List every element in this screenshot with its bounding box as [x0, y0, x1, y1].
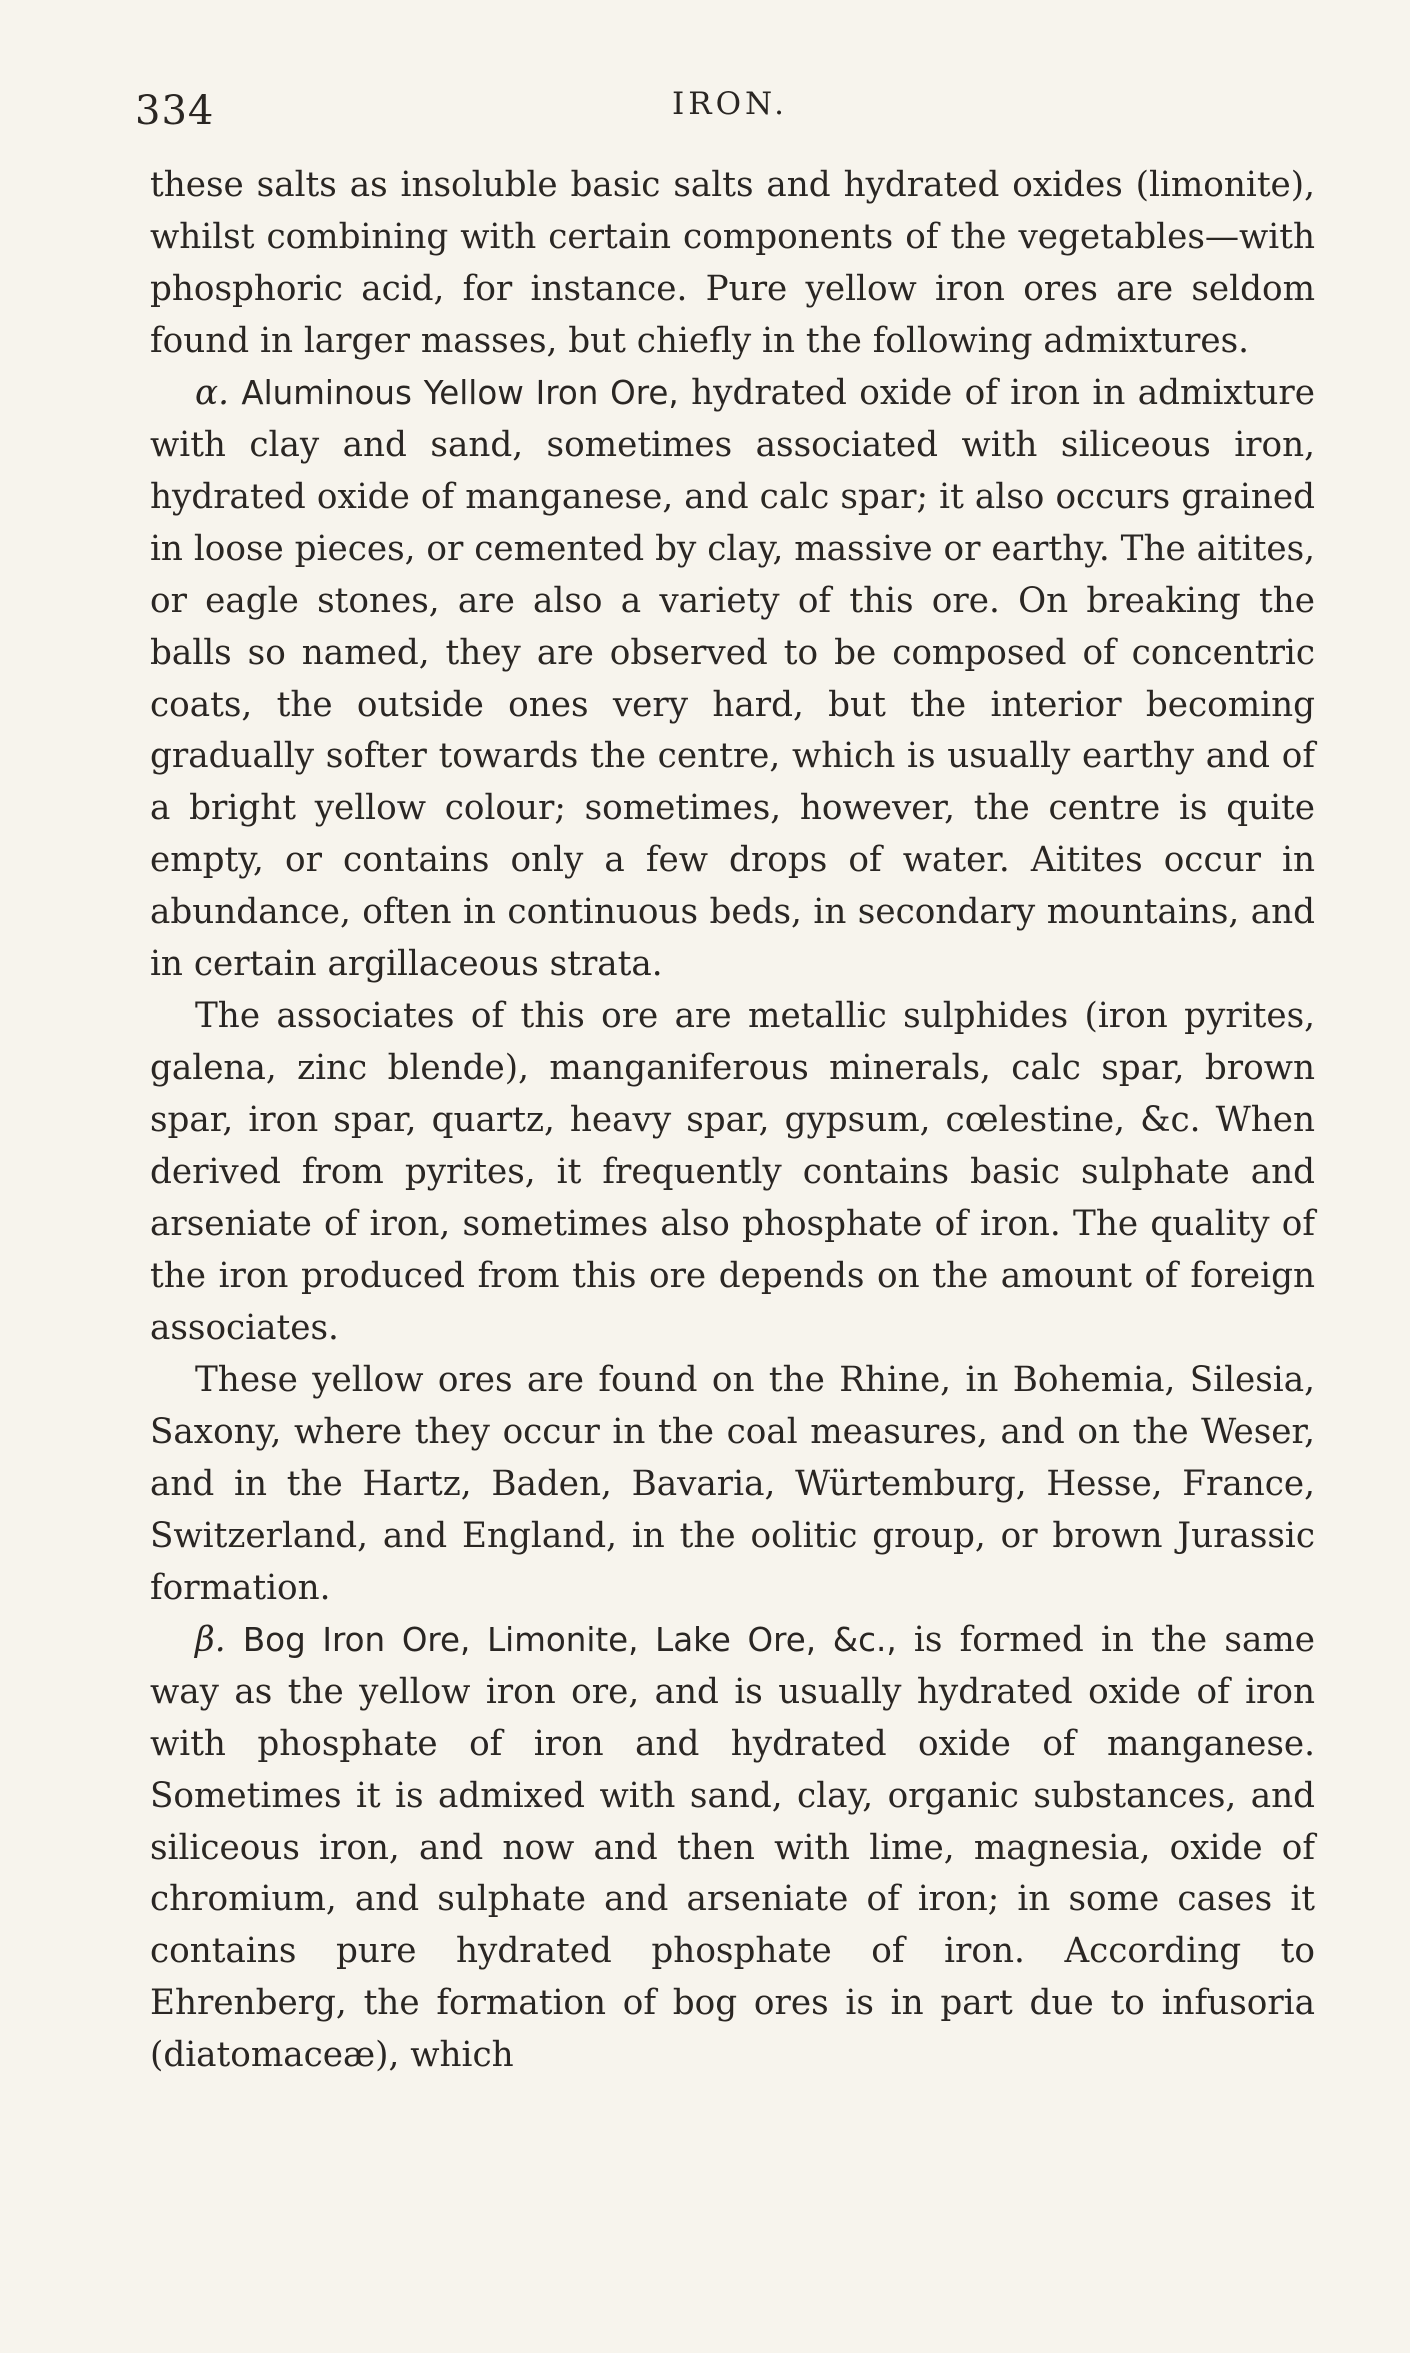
- paragraph-bog-ore: [150, 1615, 1315, 2083]
- page-header: [0, 78, 1410, 138]
- page-body: [150, 160, 1315, 2082]
- paragraph-associates: [150, 991, 1315, 1355]
- paragraph-text: these salts as insoluble basic salts and hydrated oxides (limonite), whilst combining with certain components of the vegetables—with phosphoric acid, for instance. Pure yellow iron ores are seldom found in larger masses, but chiefly in the following admixtures.: [150, 165, 1315, 361]
- paragraph-intro: [150, 160, 1315, 368]
- paragraph-text: The associates of this ore are metallic sulphides (iron pyrites, galena, zinc blende), manganiferous minerals, calc spar, brown spar, iron spar, quartz, heavy spar, gypsum, cœlestine, &c. When derived from pyrites, it frequently contains basic sulphate and arseniate of iron, sometimes also phosphate of iron. The quality of the iron produced from this ore depends on the amount of foreign associates.: [150, 996, 1315, 1348]
- ore-heading-aluminous: Aluminous Yellow Iron Ore,: [241, 373, 679, 412]
- paragraph-text: hydrated oxide of iron in admixture with clay and sand, sometimes associated with siliceous iron, hydrated oxide of manganese, and calc spar; it also occurs grained in loose pieces, or cemented by clay, massive or earthy. The aitites, or eagle stones, are also a variety of this ore. On breaking the balls so named, they are observed to be composed of concentric coats, the outside ones very hard, but the interior becoming gradually softer towards the centre, which is usually earthy and of a bright yellow colour; sometimes, however, the centre is quite empty, or contains only a few drops of water. Aitites occur in abundance, often in continuous beds, in secondary mountains, and in certain argillaceous strata.: [150, 372, 1315, 985]
- paragraph-aluminous-ore: [150, 368, 1315, 991]
- paragraph-text: These yellow ores are found on the Rhine, in Bohemia, Silesia, Saxony, where they occur in the coal measures, and on the Weser, and in the Hartz, Baden, Bavaria, Würtemburg, Hesse, France, Switzerland, and England, in the oolitic group, or brown Jurassic formation.: [150, 1359, 1315, 1608]
- section-marker-beta: β.: [195, 1619, 226, 1660]
- section-marker-alpha: α.: [195, 372, 229, 413]
- page-number: 334: [135, 88, 215, 134]
- running-head: IRON.: [672, 86, 788, 122]
- paragraph-text: is formed in the same way as the yellow iron ore, and is usually hydrated oxide of iron with phosphate of iron and hydrated oxide of manganese. Sometimes it is admixed with sand, clay, organic substances, and siliceous iron, and now and then with lime, magnesia, oxide of chromium, and sulphate and arseniate of iron; in some cases it contains pure hydrated phosphate of iron. According to Ehrenberg, the formation of bog ores is in part due to infusoria (diatomaceæ), which: [150, 1619, 1315, 2076]
- paragraph-localities: [150, 1355, 1315, 1615]
- ore-heading-bog: Bog Iron Ore, Limonite, Lake Ore, &c.,: [242, 1620, 897, 1659]
